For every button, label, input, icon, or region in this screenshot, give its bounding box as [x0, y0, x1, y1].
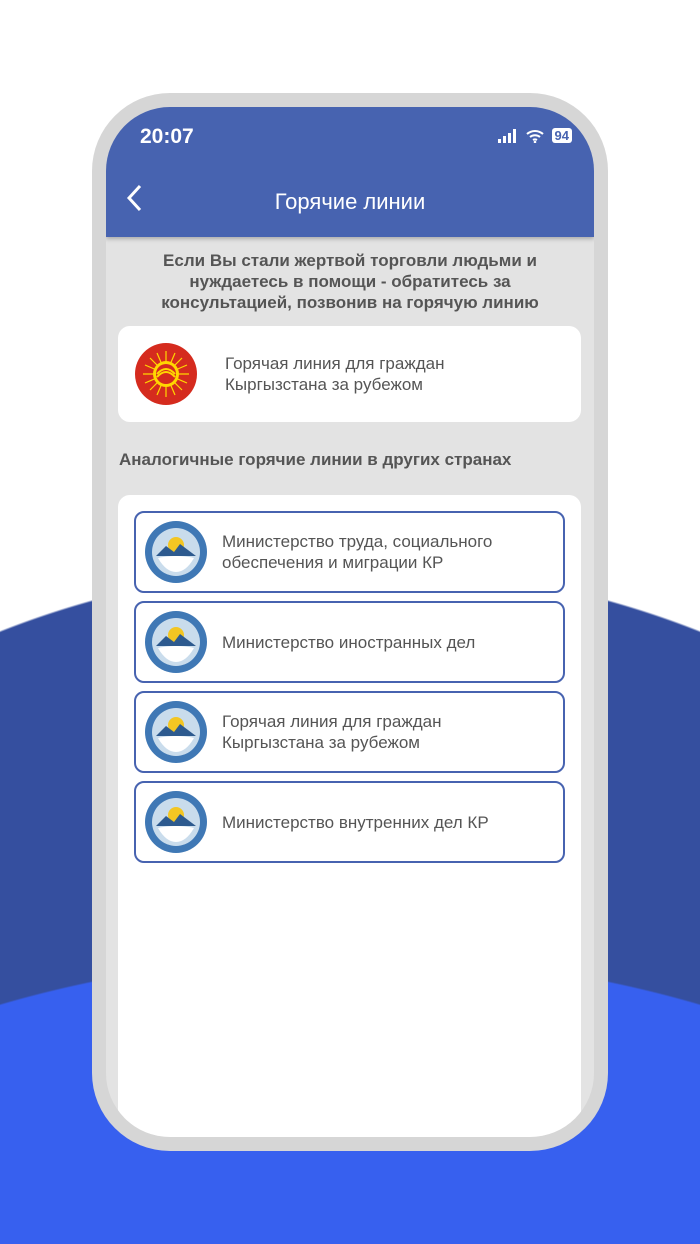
page-title: Горячие линии [274, 189, 426, 214]
label-line: обеспечения и миграции КР [222, 553, 444, 572]
item-label [222, 812, 489, 833]
intro-text: Если Вы стали жертвой торговли людьми и нуждаетесь в помощи - обратитесь за консультацией, позвонив на горячую линию [161, 251, 539, 312]
phone-frame [92, 93, 608, 1151]
wifi-icon [526, 129, 544, 143]
item-label [222, 632, 475, 653]
main-hotline-label [225, 353, 444, 395]
hotline-item-citizens-abroad[interactable] [134, 691, 565, 773]
battery-indicator: 94 [552, 128, 572, 143]
label-line: Горячая линия для граждан [225, 354, 445, 373]
kyrgyz-emblem-icon [144, 790, 208, 854]
label-line: Горячая линия для граждан [222, 712, 442, 731]
signal-icon [498, 129, 518, 143]
status-time: 20:07 [140, 125, 194, 148]
kyrgyz-emblem-icon [144, 610, 208, 674]
kyrgyz-emblem-icon [144, 700, 208, 764]
label-line: Министерство иностранных дел [222, 632, 476, 652]
main-hotline-card[interactable] [118, 326, 581, 422]
hotline-item-foreign-ministry[interactable] [134, 601, 565, 683]
label-line: Министерство труда, социального [222, 532, 493, 551]
app-header [106, 107, 594, 237]
label-line: Кыргызстана за рубежом [225, 375, 423, 394]
hotline-item-labor-ministry[interactable] [134, 511, 565, 593]
kyrgyz-flag-icon [135, 343, 197, 405]
label-line: Кыргызстана за рубежом [222, 733, 420, 752]
hotline-item-interior-ministry[interactable] [134, 781, 565, 863]
app-screen [106, 107, 594, 1137]
item-label [222, 711, 441, 753]
kyrgyz-emblem-icon [144, 520, 208, 584]
label-line: Министерство внутренних дел КР [222, 812, 489, 832]
hotline-list [118, 495, 581, 1137]
section-title: Аналогичные горячие линии в других странах [119, 450, 512, 469]
item-label [222, 531, 492, 573]
status-icons [498, 128, 572, 143]
